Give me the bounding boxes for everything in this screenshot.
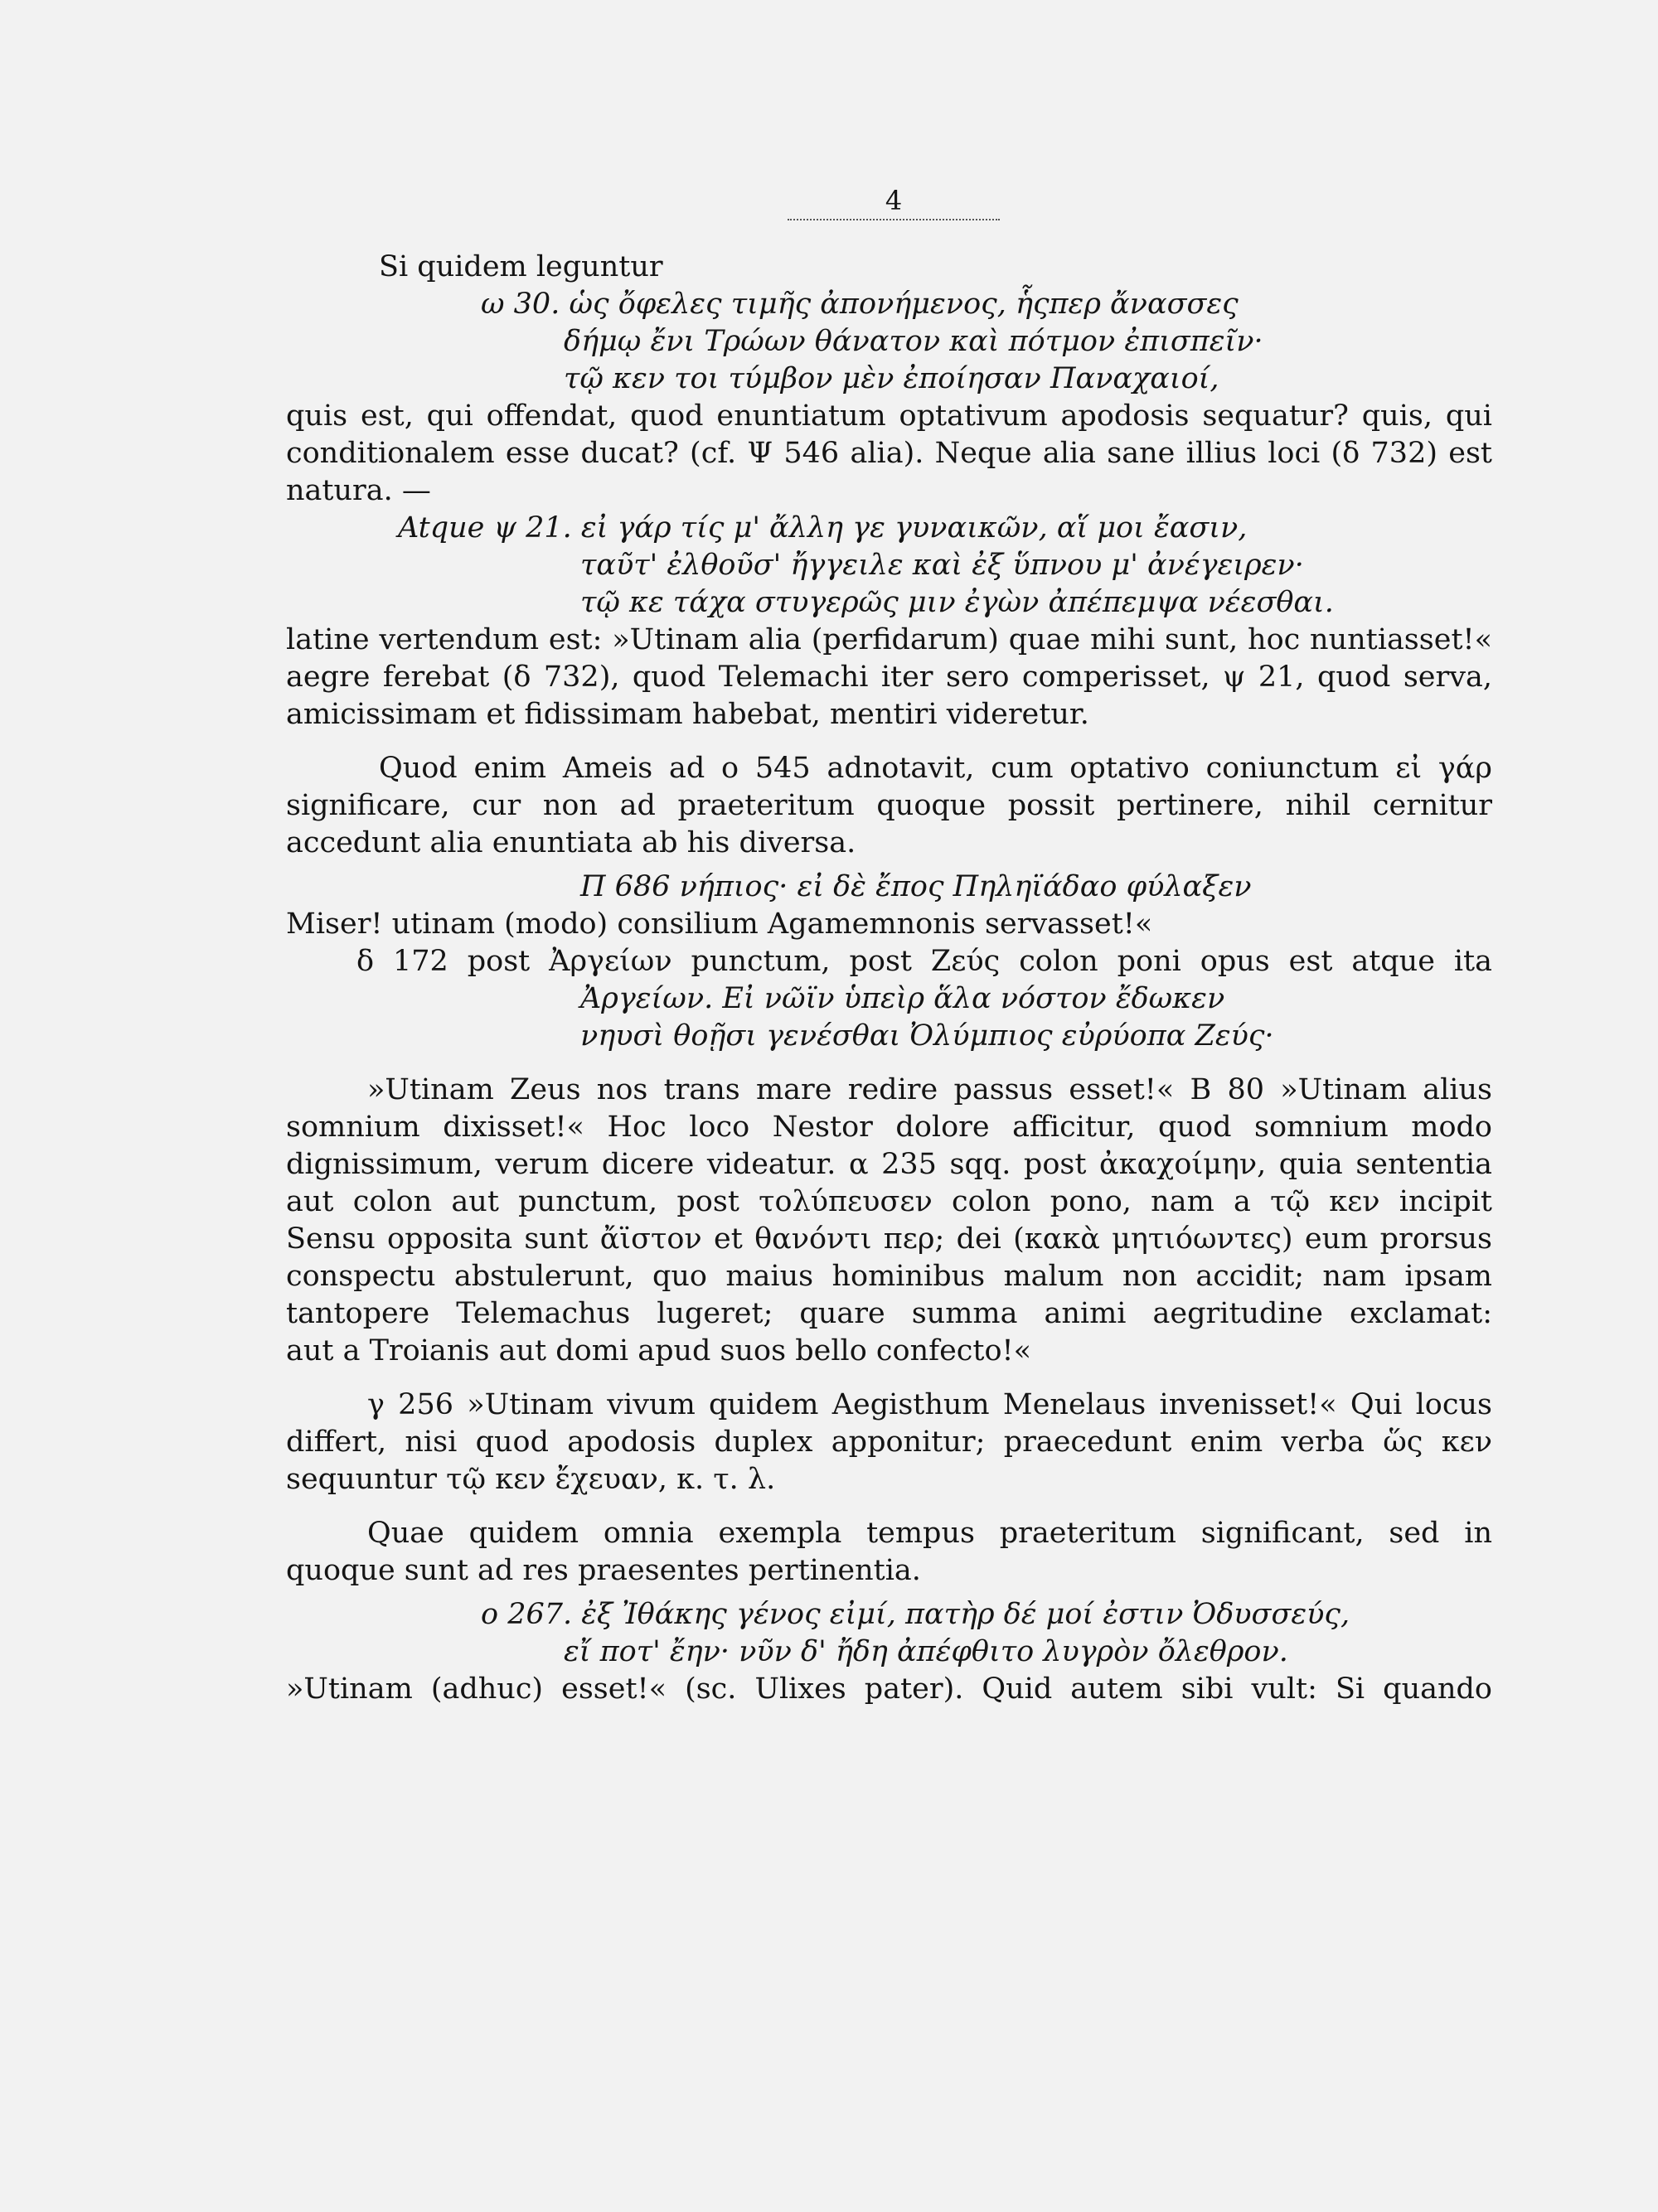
body-text	[286, 249, 1492, 1708]
text-line: sequuntur τῷ κεν ἔχευαν, κ. τ. λ.	[286, 1463, 776, 1496]
text-line: latine vertendum est: »Utinam alia (perfidarum) quae mihi sunt, hoc nuntiasset!«	[286, 623, 1492, 656]
text-line: aut colon aut punctum, post τολύπευσεν colon pono, nam a τῷ κεν incipit	[286, 1185, 1492, 1218]
text-line: aut a Troianis aut domi apud suos bello confecto!«	[286, 1334, 1032, 1367]
greek-quotation-line: τῷ κεν τοι τύμβον μὲν ἐποίησαν Παναχαιοί,	[564, 362, 1219, 395]
text-line: significare, cur non ad praeteritum quoque possit pertinere, nihil cernitur	[286, 789, 1492, 822]
text-line: »Utinam Zeus nos trans mare redire passus esset!« Β 80 »Utinam alius	[367, 1073, 1492, 1106]
greek-quotation-line: νηυσὶ θοῇσι γενέσθαι Ὀλύμπιος εὐρύοπα Ζεύς·	[580, 1019, 1274, 1053]
page-number: 4	[788, 184, 1000, 220]
text-line: differt, nisi quod apodosis duplex apponitur; praecedunt enim verba ὥς κεν	[286, 1425, 1492, 1459]
greek-quotation-line: Π 686 νήπιος· εἰ δὲ ἔπος Πηληϊάδαο φύλαξεν	[580, 870, 1252, 903]
text-line: aegre ferebat (δ 732), quod Telemachi iter sero comperisset, ψ 21, quod serva,	[286, 661, 1492, 694]
text-line: quis est, qui offendat, quod enuntiatum optativum apodosis sequatur? quis, qui	[286, 399, 1492, 433]
text-line: γ 256 »Utinam vivum quidem Aegisthum Menelaus invenisset!« Qui locus	[367, 1388, 1492, 1421]
greek-quotation-line: Atque ψ 21. εἰ γάρ τίς μ' ἄλλη γε γυναικῶν, αἵ μοι ἔασιν,	[398, 511, 1248, 545]
text-line: dignissimum, verum dicere videatur. α 235 sqq. post ἀκαχοίμην, quia sententia	[286, 1148, 1492, 1181]
greek-quotation-line: δήμῳ ἔνι Τρώων θάνατον καὶ πότμον ἐπισπεῖν·	[564, 325, 1263, 358]
greek-quotation-line: ο 267. ἐξ Ἰθάκης γένος εἰμί, πατὴρ δέ μοί ἐστιν Ὀδυσσεύς,	[481, 1598, 1350, 1631]
text-line: Quae quidem omnia exempla tempus praeteritum significant, sed in	[367, 1517, 1492, 1550]
text-line: Quod enim Ameis ad ο 545 adnotavit, cum optativo coniunctum εἰ γάρ	[379, 752, 1492, 785]
text-line: »Utinam (adhuc) esset!« (sc. Ulixes pater). Quid autem sibi vult: Si quando	[286, 1672, 1492, 1706]
text-line: conspectu abstulerunt, quo maius hominibus malum non accidit; nam ipsam	[286, 1260, 1492, 1293]
greek-quotation-line: ω 30. ὡς ὄφελες τιμῆς ἀπονήμενος, ἧςπερ ἄνασσες	[481, 288, 1239, 321]
greek-quotation-line: τῷ κε τάχα στυγερῶς μιν ἐγὼν ἀπέπεμψα νέεσθαι.	[580, 586, 1334, 619]
greek-quotation-line: ταῦτ' ἐλθοῦσ' ἤγγειλε καὶ ἐξ ὕπνου μ' ἀνέγειρεν·	[580, 549, 1304, 582]
text-line: Si quidem leguntur	[379, 250, 663, 283]
text-line: amicissimam et fidissimam habebat, mentiri videretur.	[286, 698, 1089, 731]
text-line: natura. —	[286, 474, 431, 507]
text-line: Sensu opposita sunt ἄϊστον et θανόντι περ; dei (κακὰ μητιόωντες) eum prorsus	[286, 1222, 1492, 1256]
text-line: δ 172 post Ἀργείων punctum, post Ζεύς colon poni opus est atque ita	[356, 945, 1492, 978]
text-line: quoque sunt ad res praesentes pertinentia.	[286, 1554, 921, 1587]
text-line: tantopere Telemachus lugeret; quare summa animi aegritudine exclamat:	[286, 1297, 1492, 1330]
greek-quotation-line: Ἀργείων. Εἰ νῶϊν ὑπεὶρ ἅλα νόστον ἔδωκεν	[580, 982, 1225, 1015]
text-line: conditionalem esse ducat? (cf. Ψ 546 alia). Neque alia sane illius loci (δ 732) est	[286, 437, 1492, 470]
greek-quotation-line: εἴ ποτ' ἔην· νῦν δ' ἤδη ἀπέφθιτο λυγρὸν ὄλεθρον.	[564, 1635, 1288, 1668]
text-line: Miser! utinam (modo) consilium Agamemnonis servasset!«	[286, 908, 1153, 941]
text-line: accedunt alia enuntiata ab his diversa.	[286, 826, 856, 859]
text-line: somnium dixisset!« Hoc loco Nestor dolore afficitur, quod somnium modo	[286, 1111, 1492, 1144]
